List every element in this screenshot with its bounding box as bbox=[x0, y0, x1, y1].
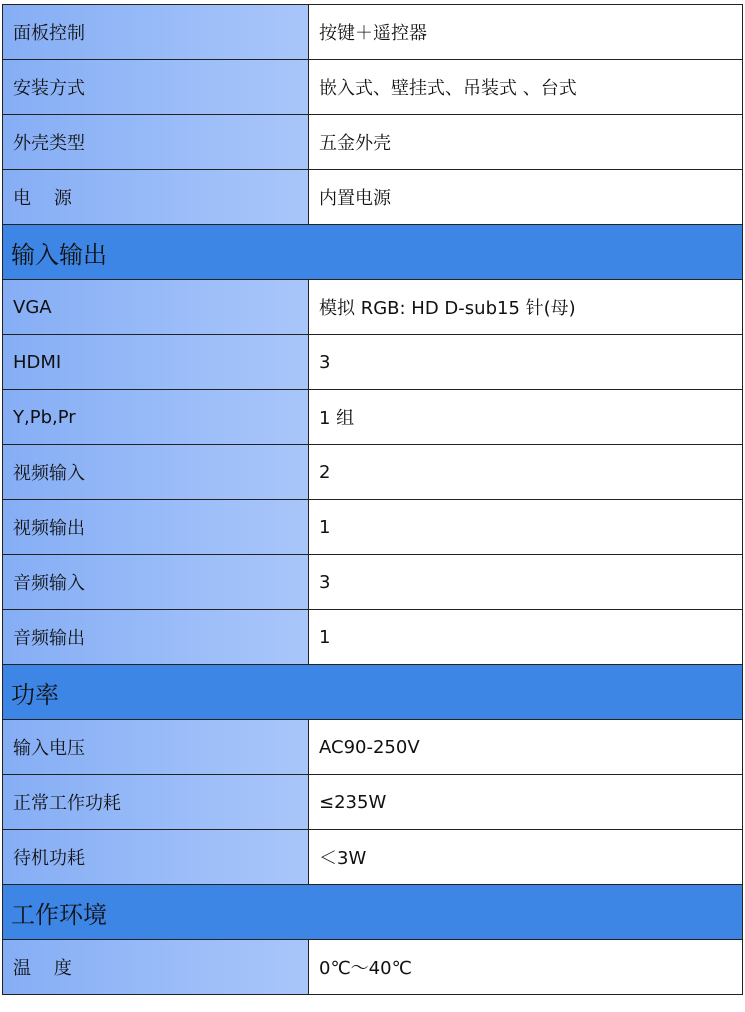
table-row bbox=[3, 555, 743, 610]
section-header-row bbox=[3, 665, 743, 720]
spec-label: 温 度 bbox=[3, 940, 309, 994]
table-row bbox=[3, 830, 743, 885]
spec-label: 视频输入 bbox=[3, 445, 309, 499]
table-row bbox=[3, 60, 743, 115]
spec-value: 按键＋遥控器 bbox=[309, 5, 743, 59]
section-header-row bbox=[3, 885, 743, 940]
spec-label: 电 源 bbox=[3, 170, 309, 224]
spec-value: 1 bbox=[309, 610, 743, 664]
spec-label: 外壳类型 bbox=[3, 115, 309, 169]
spec-label: VGA bbox=[3, 280, 309, 334]
spec-value: 0℃～40℃ bbox=[309, 940, 743, 994]
table-row bbox=[3, 775, 743, 830]
section-title: 输入输出 bbox=[3, 225, 743, 279]
spec-label: 面板控制 bbox=[3, 5, 309, 59]
table-row bbox=[3, 280, 743, 335]
spec-value: 内置电源 bbox=[309, 170, 743, 224]
spec-label: 音频输入 bbox=[3, 555, 309, 609]
spec-label: 安装方式 bbox=[3, 60, 309, 114]
table-row bbox=[3, 335, 743, 390]
table-row bbox=[3, 720, 743, 775]
table-row bbox=[3, 115, 743, 170]
spec-value: 五金外壳 bbox=[309, 115, 743, 169]
spec-value: 1 bbox=[309, 500, 743, 554]
table-row bbox=[3, 390, 743, 445]
spec-value: 嵌入式、壁挂式、吊装式 、台式 bbox=[309, 60, 743, 114]
spec-value: ＜3W bbox=[309, 830, 743, 884]
spec-table bbox=[2, 4, 743, 995]
table-row bbox=[3, 610, 743, 665]
spec-label: 正常工作功耗 bbox=[3, 775, 309, 829]
table-row bbox=[3, 5, 743, 60]
spec-value: AC90-250V bbox=[309, 720, 743, 774]
spec-value: 3 bbox=[309, 555, 743, 609]
section-title: 功率 bbox=[3, 665, 743, 719]
spec-label: 待机功耗 bbox=[3, 830, 309, 884]
spec-label: 音频输出 bbox=[3, 610, 309, 664]
spec-value: 1 组 bbox=[309, 390, 743, 444]
spec-value: 模拟 RGB: HD D-sub15 针(母) bbox=[309, 280, 743, 334]
spec-value: 2 bbox=[309, 445, 743, 499]
spec-label: Y,Pb,Pr bbox=[3, 390, 309, 444]
spec-label: 视频输出 bbox=[3, 500, 309, 554]
table-row bbox=[3, 445, 743, 500]
table-row bbox=[3, 170, 743, 225]
section-title: 工作环境 bbox=[3, 885, 743, 939]
spec-label: 输入电压 bbox=[3, 720, 309, 774]
section-header-row bbox=[3, 225, 743, 280]
spec-value: 3 bbox=[309, 335, 743, 389]
spec-label: HDMI bbox=[3, 335, 309, 389]
table-row bbox=[3, 940, 743, 995]
table-row bbox=[3, 500, 743, 555]
spec-value: ≤235W bbox=[309, 775, 743, 829]
